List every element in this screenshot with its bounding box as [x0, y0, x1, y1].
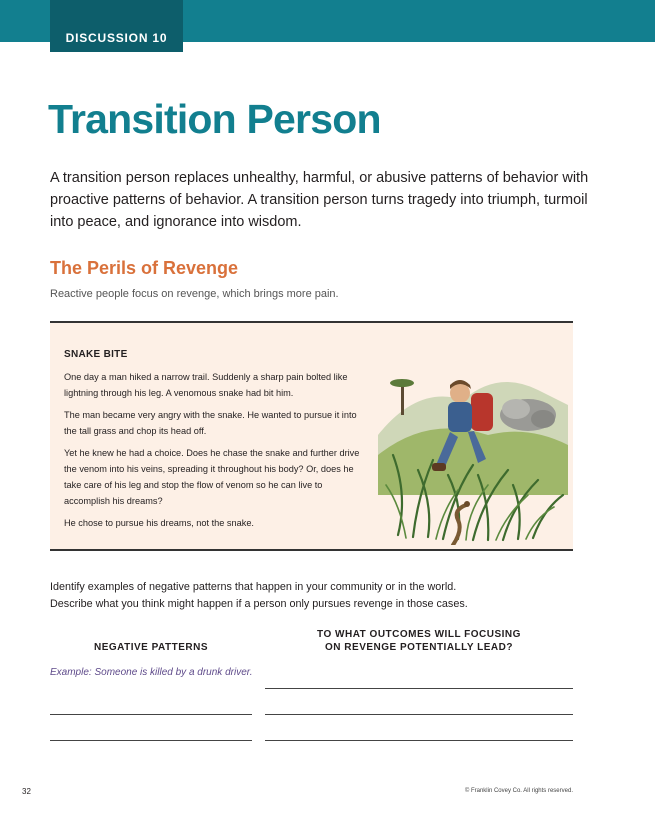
story-paragraph: He chose to pursue his dreams, not the snake.	[64, 518, 254, 528]
example-text: Example: Someone is killed by a drunk driver.	[50, 667, 253, 678]
page-title: Transition Person	[48, 96, 381, 142]
answer-line[interactable]	[265, 740, 573, 741]
negative-patterns-heading: NEGATIVE PATTERNS	[93, 642, 209, 653]
story-box	[50, 321, 573, 551]
section-heading: The Perils of Revenge	[50, 258, 239, 278]
answer-line[interactable]	[265, 714, 573, 715]
intro-paragraph: A transition person replaces unhealthy, harmful, or abusive patterns of behavior with proactive patterns of behavior. A transition person turns tragedy into triumph, turmoil into peace, and ignorance into wisdom.	[50, 170, 589, 230]
instruction-line: Identify examples of negative patterns that happen in your community or in the world.	[50, 581, 457, 593]
story-paragraph: One day a man hiked a narrow trail. Suddenly a sharp pain bolted like lightning through his leg. A venomous snake had bit him.	[64, 372, 348, 398]
story-paragraph: Yet he knew he had a choice. Does he chase the snake and further drive the venom into his veins, spreading it throughout his body? Or, does he take care of his leg and stop the flow of venom so he can live to accomplish his dreams?	[64, 448, 360, 506]
story-title: SNAKE BITE	[64, 349, 128, 360]
answer-line[interactable]	[265, 688, 573, 689]
answer-line[interactable]	[50, 714, 252, 715]
outcomes-heading: TO WHAT OUTCOMES WILL FOCUSING ON REVENGE POTENTIALLY LEAD?	[317, 629, 521, 653]
story-paragraph: The man became very angry with the snake. He wanted to pursue it into the tall grass and chop its head off.	[64, 410, 357, 436]
page-number: 32	[22, 787, 31, 796]
hiker-snake-bite-illustration	[378, 345, 568, 545]
discussion-tab: DISCUSSION 10	[50, 0, 183, 52]
instruction-line: Describe what you think might happen if a person only pursues revenge in those cases.	[50, 598, 468, 610]
section-subheading: Reactive people focus on revenge, which brings more pain.	[50, 288, 339, 300]
activity-instructions	[50, 579, 580, 613]
copyright: © Franklin Covey Co. All rights reserved.	[464, 788, 573, 794]
answer-line[interactable]	[50, 740, 252, 741]
story-text	[64, 369, 364, 537]
